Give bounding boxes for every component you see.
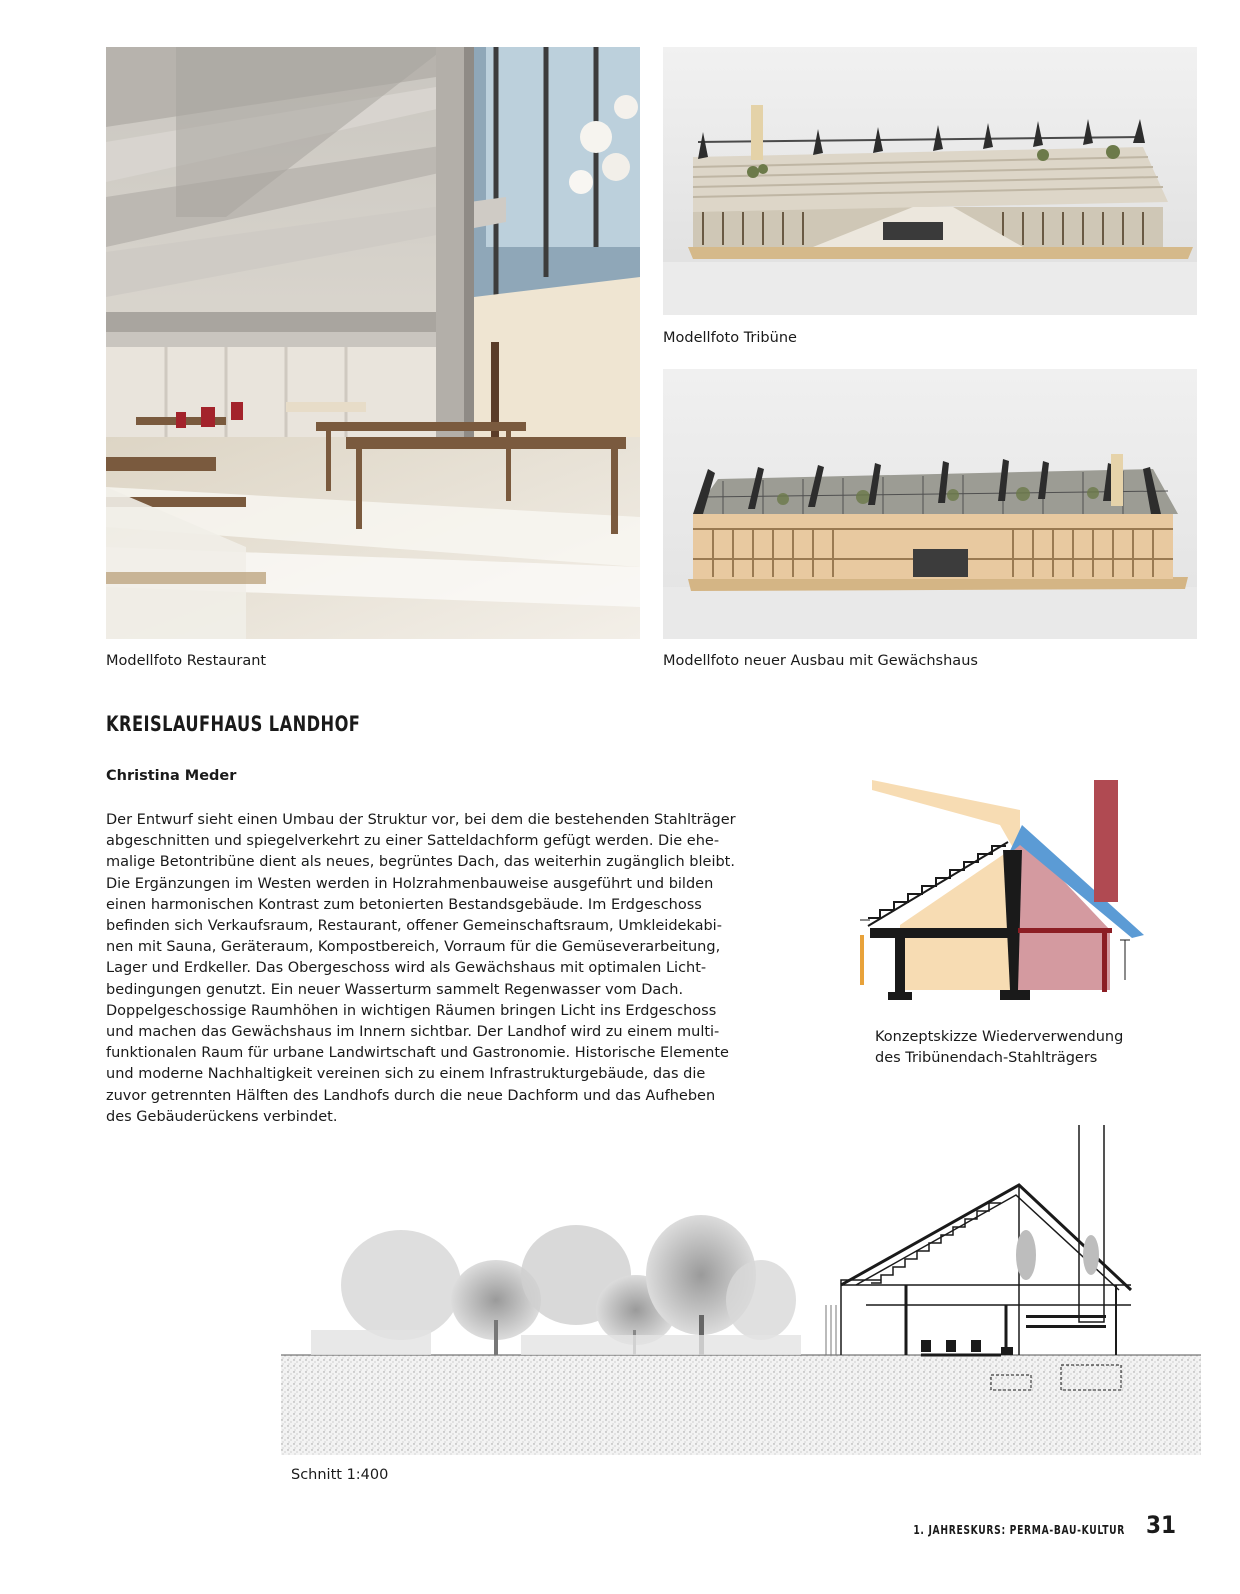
restaurant-model-photo [106,47,640,639]
body-line: Doppelgeschossige Raumhöhen in wichtigen Räumen bringen Licht ins Erdgeschoss [106,1002,717,1019]
tribune-photo-caption: Modellfoto Tribüne [663,330,797,346]
section-drawing [281,1125,1201,1455]
body-line: einen harmonischen Kontrast zum betonierten Bestandsgebäude. Im Erdgeschoss [106,896,702,913]
concept-sketch [860,780,1160,1010]
body-line: und machen das Gewächshaus im Innern sichtbar. Der Landhof wird zu einem multi- [106,1024,720,1041]
body-line: zuvor getrennten Hälften des Landhofs durch die neue Dachform und das Aufheben [106,1087,716,1104]
body-line: malige Betontribüne dient als neues, begrüntes Dach, das weiterhin zugänglich bleibt. [106,854,735,871]
body-line: befinden sich Verkaufsraum, Restaurant, offener Gemeinschaftsraum, Umkleidekabi- [106,918,722,935]
article-author: Christina Meder [106,768,237,784]
body-line: abgeschnitten und spiegelverkehrt zu einer Satteldachform gefügt werden. Die ehe- [106,833,720,850]
body-line: Die Ergänzungen im Westen werden in Holzrahmenbauweise ausgeführt und bilden [106,875,714,892]
greenhouse-model-photo [663,369,1197,639]
body-line: des Gebäuderückens verbindet. [106,1108,338,1125]
body-line: nen mit Sauna, Geräteraum, Kompostbereich, Vorraum für die Gemüseverarbeitung, [106,939,721,956]
article-title: KREISLAUFHAUS LANDHOF [106,712,361,736]
restaurant-photo-caption: Modellfoto Restaurant [106,653,267,669]
body-line: Lager und Erdkeller. Das Obergeschoss wird als Gewächshaus mit optimalen Licht- [106,960,707,977]
footer-course-label: 1. JAHRESKURS: PERMA-BAU-KULTUR [913,1523,1125,1537]
body-line: bedingungen genutzt. Ein neuer Wasserturm sammelt Regenwasser vom Dach. [106,981,684,998]
sketch-caption-line1: Konzeptskizze Wiederverwendung [875,1029,1124,1045]
body-line: Der Entwurf sieht einen Umbau der Struktur vor, bei dem die bestehenden Stahlträger [106,812,736,828]
tribune-model-photo [663,47,1197,315]
section-caption: Schnitt 1:400 [291,1467,389,1483]
greenhouse-photo-caption: Modellfoto neuer Ausbau mit Gewächshaus [663,653,978,669]
body-line: und moderne Nachhaltigkeit vereinen sich zu einem Infrastrukturgebäude, das die [106,1066,706,1083]
body-line: funktionalen Raum für urbane Landwirtschaft und Gastronomie. Historische Elemente [106,1045,729,1062]
article-body [106,810,736,1128]
sketch-caption-line2: des Tribünendach-Stahlträgers [875,1050,1098,1066]
page-number: 31 [1145,1511,1176,1539]
